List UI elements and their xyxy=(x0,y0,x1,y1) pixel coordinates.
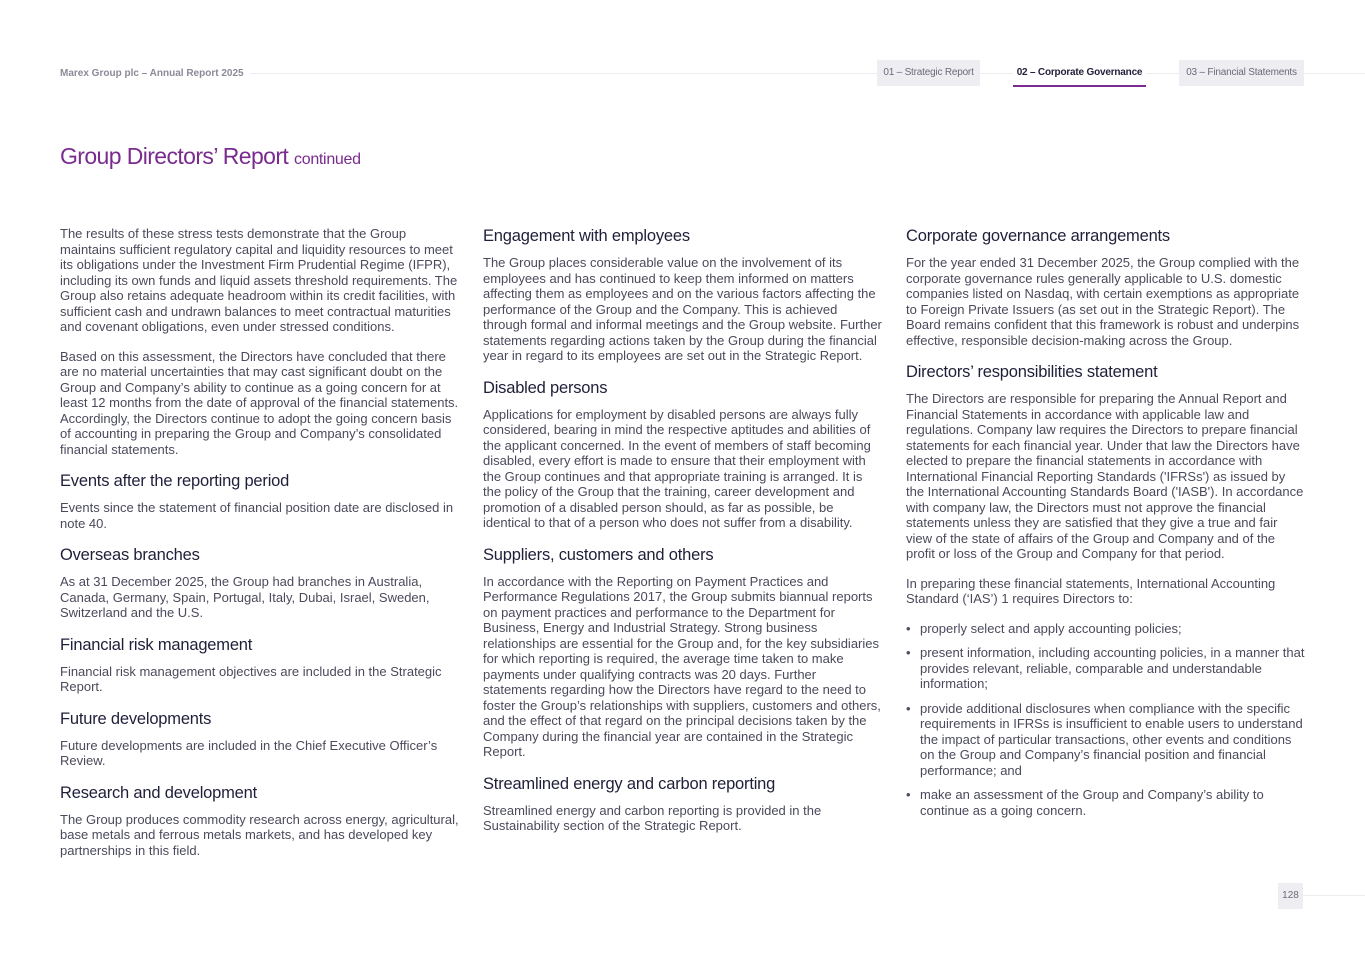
heading-energy-carbon: Streamlined energy and carbon reporting xyxy=(483,774,776,793)
list-item: • make an assessment of the Group and Company’s ability to continue as a going concern. xyxy=(906,787,1306,818)
heading-events-after-reporting: Events after the reporting period xyxy=(60,472,290,490)
page-number: 128 xyxy=(1278,883,1303,909)
heading-disabled-persons: Disabled persons xyxy=(483,378,608,397)
page-title-main: Group Directors’ Report xyxy=(60,143,289,169)
paragraph-future-developments: Future developments are included in the Chief Executive Officer’s Review. xyxy=(60,737,438,768)
paragraph-overseas-branches: As at 31 December 2025, the Group had branches in Australia, Canada, Germany, Spain, Portugal, Italy, Dubai, Israel, Sweden, Switzerland and the U.S. xyxy=(60,574,430,620)
column-1 xyxy=(60,226,460,872)
heading-engagement-employees: Engagement with employees xyxy=(483,227,690,245)
tab-financial-statements[interactable]: 03 – Financial Statements xyxy=(1179,60,1304,86)
tab-strategic-report[interactable]: 01 – Strategic Report xyxy=(877,60,980,86)
paragraph-ias-requirements: In preparing these financial statements, International Accounting Standard (‘IAS’) 1 requires Directors to: xyxy=(906,575,1276,606)
tab-corporate-governance[interactable]: 02 – Corporate Governance xyxy=(1013,60,1146,87)
paragraph-suppliers-customers: In accordance with the Reporting on Payment Practices and Performance Regulations 2017, the Group submits biannual reports on payment practices and performance to the Department for Business, Energy and Industrial Strategy. Strong business relationships are essential for the Group and, for the key subsidiaries for which reporting is required, the average time taken to make payments under qualifying contracts was 20 days. Further statements regarding how the Directors have regard to the need to foster the Group’s relationships with suppliers, customers and others, and the effect of that regard on the principal decisions taken by the Company during the financial year are contained in the Strategic Report. xyxy=(483,573,881,759)
paragraph-financial-risk: Financial risk management objectives are included in the Strategic Report. xyxy=(60,663,442,694)
requirements-list xyxy=(906,621,1306,819)
heading-corporate-governance: Corporate governance arrangements xyxy=(906,227,1170,245)
paragraph-corporate-governance: For the year ended 31 December 2025, the Group complied with the corporate governance rules generally applicable to U.S. domestic companies listed on Nasdaq, with certain exemptions as appropriate to Foreign Private Issuers (as set out in the Strategic Report). The Board remains confident that this framework is robust and underpins effective, responsible decision-making across the Group. xyxy=(906,255,1300,348)
document-title: Marex Group plc – Annual Report 2025 xyxy=(60,68,244,79)
paragraph-stress-tests: The results of these stress tests demonstrate that the Group maintains sufficient regulatory capital and liquidity resources to meet its obligations under the Investment Firm Prudential Regime (IFPR), including its own funds and liquid assets threshold requirements. The Group also retains adequate headroom within its credit facilities, with sufficient cash and undrawn balances to meet contractual maturities and covenant obligations, even under stressed conditions. xyxy=(60,226,458,334)
list-item: • present information, including accounting policies, in a manner that provides relevant, reliable, comparable and understandable information; xyxy=(906,645,1306,692)
paragraph-disabled-persons: Applications for employment by disabled persons are always fully considered, bearing in mind the respective aptitudes and abilities of the applicant concerned. In the event of members of staff becoming disabled, every effort is made to ensure that their employment with the Group continues and that appropriate training is arranged. It is the policy of the Group that the training, career development and promotion of a disabled person should, as far as possible, be identical to that of a person who does not suffer from a disability. xyxy=(483,406,871,530)
column-3 xyxy=(906,226,1306,827)
paragraph-research-development: The Group produces commodity research across energy, agricultural, base metals and ferrous metals markets, and has developed key partnerships in this field. xyxy=(60,811,459,858)
list-item: • properly select and apply accounting policies; xyxy=(906,621,1306,637)
paragraph-directors-responsibilities: The Directors are responsible for preparing the Annual Report and Financial Statements in accordance with applicable law and regulations. Company law requires the Directors to prepare financial statements for each financial year. Under that law the Directors have elected to prepare the financial statements in accordance with International Financial Reporting Standards ('IFRSs') as issued by the International Accounting Standards Board ('IASB'). In accordance with company law, the Directors must not approve the financial statements unless they are satisfied that they give a true and fair view of the state of affairs of the Group and Company and of the profit or loss of the Group and Company for that period. xyxy=(906,391,1304,561)
paragraph-energy-carbon: Streamlined energy and carbon reporting is provided in the Sustainability section of the Strategic Report. xyxy=(483,802,822,833)
column-2 xyxy=(483,226,883,848)
page-title xyxy=(60,143,361,170)
page-title-suffix: continued xyxy=(294,151,361,168)
paragraph-going-concern: Based on this assessment, the Directors have concluded that there are no material uncertainties that may cast significant doubt on the Group and Company’s ability to continue as a going concern for at least 12 months from the date of approval of the financial statements. Accordingly, the Directors continue to adopt the going concern basis of accounting in preparing the Group and Company’s consolidated financial statements. xyxy=(60,348,459,457)
paragraph-events-after-reporting: Events since the statement of financial position date are disclosed in note 40. xyxy=(60,500,454,531)
list-item: • provide additional disclosures when compliance with the specific requirements in IFRSs is insufficient to enable users to understand the impact of particular transactions, other events and conditions on the Group and Company’s financial position and financial performance; and xyxy=(906,701,1306,779)
heading-suppliers-customers: Suppliers, customers and others xyxy=(483,545,714,564)
heading-directors-responsibilities: Directors’ responsibilities statement xyxy=(906,363,1158,381)
heading-overseas-branches: Overseas branches xyxy=(60,546,200,564)
heading-research-development: Research and development xyxy=(60,783,257,802)
paragraph-engagement-employees: The Group places considerable value on the involvement of its employees and has continued to keep them informed on matters affecting them as employees and on the various factors affecting the performance of the Group and the Company. This is achieved through formal and informal meetings and the Group website. Further statements regarding actions taken by the Group during the financial year in regard to its employees are set out in the Strategic Report. xyxy=(483,255,882,363)
heading-financial-risk: Financial risk management xyxy=(60,635,253,654)
footer-divider xyxy=(1300,895,1365,896)
heading-future-developments: Future developments xyxy=(60,709,212,728)
